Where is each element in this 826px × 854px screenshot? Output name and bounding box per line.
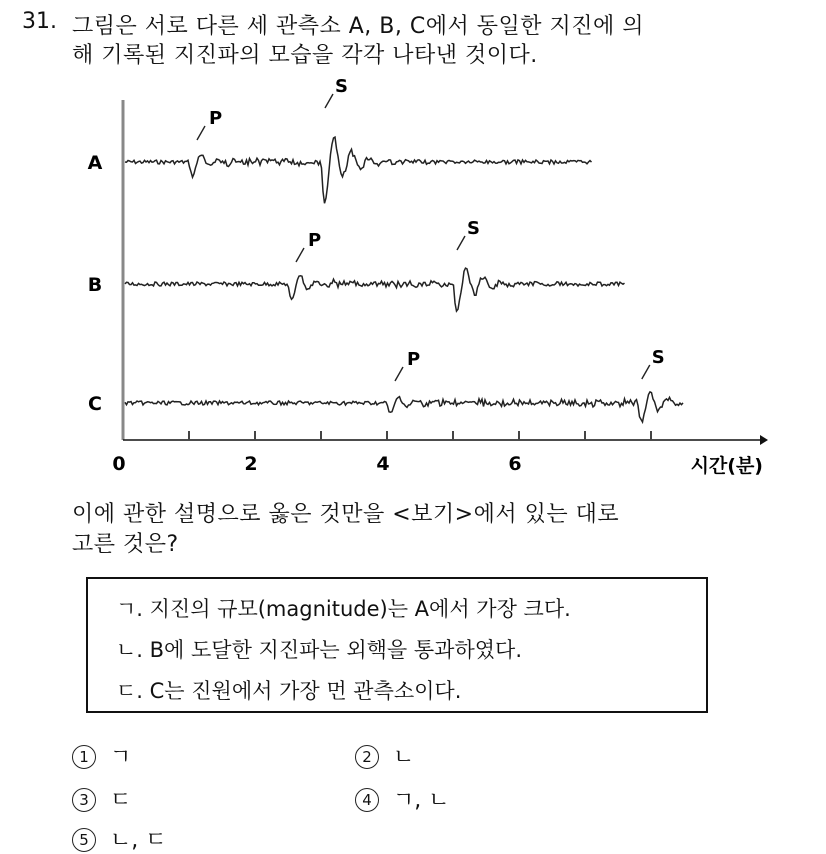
station-label: A <box>87 152 103 174</box>
question-number: 31. <box>22 9 57 34</box>
s-leader <box>325 94 333 108</box>
station-label: C <box>88 393 102 415</box>
choice-2[interactable] <box>355 740 414 771</box>
statement-box <box>86 577 708 713</box>
choice-4[interactable] <box>355 783 450 814</box>
x-tick-label: 2 <box>244 453 258 475</box>
p-wave-label: P <box>308 230 322 251</box>
statement-2: ㄴ. B에 도달한 지진파는 외핵을 통과하였다. <box>116 638 522 662</box>
question-line-2: 해 기록된 지진파의 모습을 각각 나타낸 것이다. <box>72 43 538 68</box>
question-prompt-1: 이에 관한 설명으로 옳은 것만을 <보기>에서 있는 대로 <box>72 502 620 527</box>
s-leader <box>457 236 465 250</box>
x-axis-arrow <box>760 435 768 445</box>
question-line-1: 그림은 서로 다른 세 관측소 A, B, C에서 동일한 지진에 의 <box>72 14 644 39</box>
station-label: B <box>87 274 103 296</box>
x-tick-label: 4 <box>376 453 390 475</box>
choice-number: 2 <box>355 745 379 769</box>
s-wave-label: S <box>651 347 665 368</box>
choice-number: 4 <box>355 788 379 812</box>
chart-axes <box>112 100 768 477</box>
trace-a <box>125 137 592 203</box>
trace-c <box>125 392 683 422</box>
choice-1[interactable] <box>72 740 131 771</box>
question-prompt-2: 고른 것은? <box>72 532 179 557</box>
x-tick-label: 6 <box>508 453 522 475</box>
s-leader <box>642 365 650 379</box>
choice-number: 3 <box>72 788 96 812</box>
p-leader <box>296 248 304 262</box>
choice-3[interactable] <box>72 783 131 814</box>
p-wave-label: P <box>407 349 421 370</box>
choice-number: 5 <box>72 828 96 852</box>
choice-text: ㄱ <box>110 745 132 770</box>
p-leader <box>197 126 205 140</box>
choice-text: ㄴ <box>393 745 415 770</box>
trace-b <box>125 268 625 311</box>
p-leader <box>395 367 403 381</box>
choice-text: ㄷ <box>110 788 132 813</box>
choice-5[interactable] <box>72 823 167 854</box>
choice-text: ㄱ, ㄴ <box>393 788 450 813</box>
x-axis-title: 시간(분) <box>690 455 763 477</box>
choice-text: ㄴ, ㄷ <box>110 828 167 853</box>
s-wave-label: S <box>335 76 348 97</box>
choice-number: 1 <box>72 745 96 769</box>
seismic-traces <box>125 137 683 422</box>
statement-1: ㄱ. 지진의 규모(magnitude)는 A에서 가장 크다. <box>116 597 571 621</box>
chart-labels <box>88 76 665 415</box>
s-wave-label: S <box>467 218 480 239</box>
p-wave-label: P <box>209 108 223 129</box>
statement-3: ㄷ. C는 진원에서 가장 먼 관측소이다. <box>116 679 462 703</box>
seismogram-figure <box>0 70 826 485</box>
x-tick-label: 0 <box>112 453 126 475</box>
